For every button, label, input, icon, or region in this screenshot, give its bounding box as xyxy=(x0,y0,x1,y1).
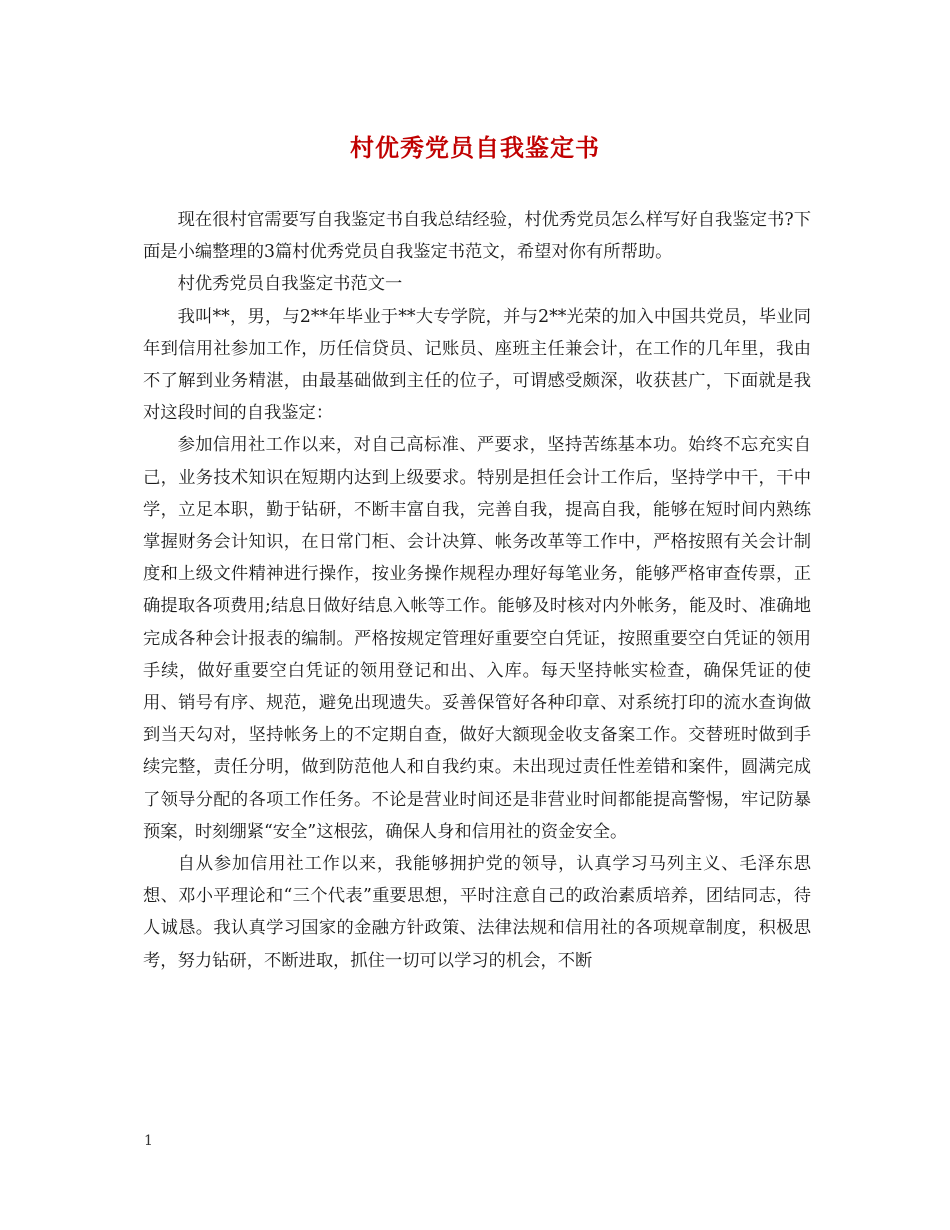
body-paragraph: 参加信用社工作以来，对自己高标准、严要求，坚持苦练基本功。始终不忘充实自己，业务技术知识在短期内达到上级要求。特别是担任会计工作后，坚持学中干，干中学，立足本职，勤于钻研，不断丰富自我，完善自我，提高自我，能够在短时间内熟练掌握财务会计知识，在日常门柜、会计决算、帐务改革等工作中，严格按照有关会计制度和上级文件精神进行操作，按业务操作规程办理好每笔业务，能够严格审查传票，正确提取各项费用;结息日做好结息入帐等工作。能够及时核对内外帐务，能及时、准确地完成各种会计报表的编制。严格按规定管理好重要空白凭证，按照重要空白凭证的领用手续，做好重要空白凭证的领用登记和出、入库。每天坚持帐实检查，确保凭证的使用、销号有序、规范，避免出现遗失。妥善保管好各种印章、对系统打印的流水查询做到当天勾对，坚持帐务上的不定期自查，做好大额现金收支备案工作。交替班时做到手续完整，责任分明，做到防范他人和自我约束。未出现过责任性差错和案件，圆满完成了领导分配的各项工作任务。不论是营业时间还是非营业时间都能提高警惕，牢记防暴预案，时刻绷紧“安全”这根弦，确保人身和信用社的资金安全。 xyxy=(143,435,811,842)
page-number: 1 xyxy=(144,1133,153,1149)
intro-paragraph: 现在很村官需要写自我鉴定书自我总结经验，村优秀党员怎么样写好自我鉴定书?下面是小编整理的3篇村优秀党员自我鉴定书范文，希望对你有所帮助。 xyxy=(143,210,811,263)
section-heading: 村优秀党员自我鉴定书范文一 xyxy=(177,274,403,295)
document-body xyxy=(143,204,811,977)
body-paragraph: 自从参加信用社工作以来，我能够拥护党的领导，认真学习马列主义、毛泽东思想、邓小平理论和“三个代表”重要思想，平时注意自己的政治素质培养，团结同志，待人诚恳。我认真学习国家的金融方针政策、法律法规和信用社的各项规章制度，积极思考，努力钻研，不断进取，抓住一切可以学习的机会，不断 xyxy=(143,854,811,971)
body-paragraph: 我叫**，男，与2**年毕业于**大专学院，并与2**光荣的加入中国共党员，毕业同年到信用社参加工作，历任信贷员、记账员、座班主任兼会计，在工作的几年里，我由不了解到业务精湛，由最基础做到主任的位子，可谓感受颇深，收获甚广，下面就是我对这段时间的自我鉴定： xyxy=(143,306,811,424)
document-title: 村优秀党员自我鉴定书 xyxy=(350,133,600,162)
